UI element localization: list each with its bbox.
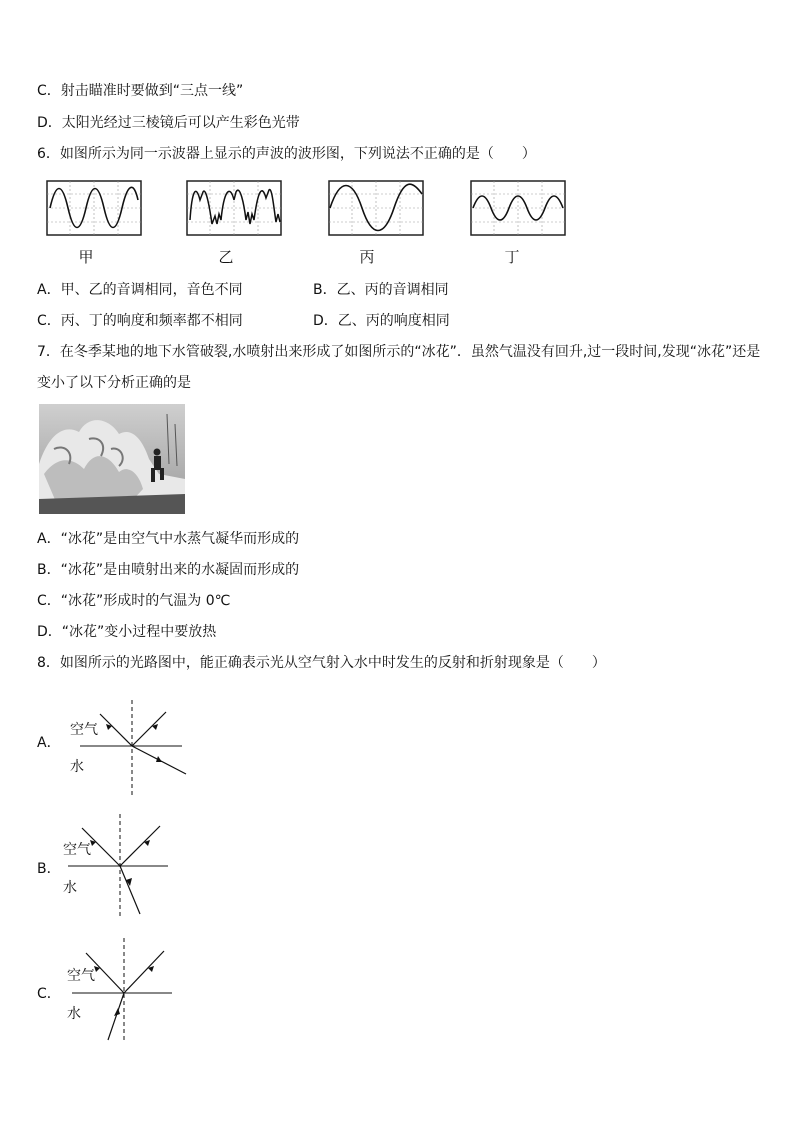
light-path-diagram-c [60,936,190,1044]
q6-option-a: A．甲、乙的音调相同，音色不同 [37,282,243,298]
q6-option-b: B．乙、丙的音调相同 [313,282,449,298]
air-label: 空气 [67,968,95,984]
wave-label-yi: 乙 [218,248,234,266]
q7-stem-line2: 变小了以下分析正确的是 [37,375,191,391]
wave-label-jia: 甲 [78,248,94,266]
waveform-ding [470,180,566,236]
water-label: 水 [63,880,77,896]
q7-stem-line1: 7．在冬季某地的地下水管破裂,水喷射出来形成了如图所示的“冰花”．虽然气温没有回升,过一段时间,发现“冰花”还是 [37,344,761,360]
q5-option-d: D．太阳光经过三棱镜后可以产生彩色光带 [37,115,300,131]
wave-label-bing: 丙 [359,248,375,266]
q5-option-c: C．射击瞄准时要做到“三点一线” [37,83,244,99]
water-label: 水 [67,1006,81,1022]
q6-option-c: C．丙、丁的响度和频率都不相同 [37,313,243,329]
air-label: 空气 [70,722,98,738]
water-label: 水 [70,759,84,775]
waveform-yi [186,180,282,236]
q8-option-a-label: A． [37,735,61,751]
q7-option-a: A．“冰花”是由空气中水蒸气凝华而形成的 [37,531,300,547]
q6-option-d: D．乙、丙的响度相同 [313,313,450,329]
air-label: 空气 [63,842,91,858]
light-path-diagram-a [60,698,190,798]
q7-option-d: D．“冰花”变小过程中要放热 [37,624,217,640]
wave-label-ding: 丁 [504,248,520,266]
q8-stem: 8．如图所示的光路图中，能正确表示光从空气射入水中时发生的反射和折射现象是（ ） [37,655,606,671]
light-path-diagram-b [56,812,186,920]
q8-option-c-label: C． [37,986,61,1002]
q7-option-c: C．“冰花”形成时的气温为 0℃ [37,593,231,609]
q7-option-b: B．“冰花”是由喷射出来的水凝固而形成的 [37,562,300,578]
q8-option-b-label: B． [37,861,61,877]
waveform-jia [46,180,142,236]
ice-flower-photo [39,404,185,514]
waveform-bing [328,180,424,236]
q6-stem: 6．如图所示为同一示波器上显示的声波的波形图，下列说法不正确的是（ ） [37,146,536,162]
